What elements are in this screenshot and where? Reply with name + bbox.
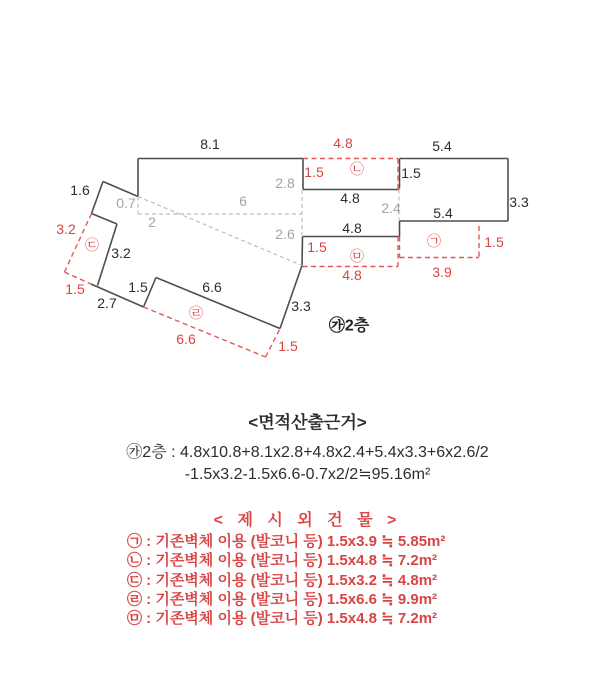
extra-building-item: ㉠ : 기존벽체 이용 (발코니 등) 1.5x3.9 ≒ 5.85m² — [127, 533, 446, 550]
extra-building-item: ㉤ : 기존벽체 이용 (발코니 등) 1.5x4.8 ≒ 7.2m² — [127, 610, 438, 628]
balcony-dimension-label: 6.6 — [176, 331, 196, 347]
balcony-dimension-label: 1.5 — [307, 239, 327, 255]
balcony-dimension-label: ㉤ — [350, 248, 364, 264]
balcony-dimension-label: ㉣ — [189, 305, 203, 321]
balcony-dimension-label: 3.2 — [56, 221, 76, 237]
dimension-label: 5.4 — [433, 205, 453, 221]
balcony-dimension-label: 1.5 — [304, 164, 324, 180]
extra-buildings-title: < 제 시 외 건 물 > — [213, 512, 402, 529]
dimension-label: 6.6 — [202, 279, 222, 295]
dimension-label: 3.3 — [509, 194, 529, 210]
extra-building-item: ㉢ : 기존벽체 이용 (발코니 등) 1.5x3.2 ≒ 4.8m² — [127, 571, 438, 589]
balcony-dimension-label: ㉢ — [85, 237, 99, 253]
dimension-label: 1.5 — [401, 165, 421, 181]
dimension-label: 2.7 — [97, 295, 117, 311]
construction-dimension-label: 2.8 — [275, 175, 295, 191]
dimension-label: 1.5 — [128, 279, 148, 295]
dimension-label: 3.3 — [291, 298, 311, 314]
balcony-dimension-label: ㉠ — [427, 233, 441, 249]
balcony-dimension-label: 4.8 — [333, 135, 353, 151]
dimension-label: 1.6 — [70, 182, 90, 198]
dimension-label: 4.8 — [340, 190, 360, 206]
area-calc-line-1: ㉮2층 : 4.8x10.8+8.1x2.8+4.8x2.4+5.4x3.3+6x2.6/2 — [126, 444, 489, 461]
construction-dimension-label: 2 — [148, 214, 156, 230]
construction-dimension-label: 2.6 — [275, 226, 295, 242]
plan-caption: ㉮2층 — [328, 317, 370, 335]
dimension-label: 8.1 — [200, 136, 220, 152]
balcony-dimension-label: ㉡ — [350, 161, 364, 177]
extra-building-item: ㉣ : 기존벽체 이용 (발코니 등) 1.5x6.6 ≒ 9.9m² — [127, 590, 438, 608]
dimension-label: 5.4 — [432, 138, 452, 154]
balcony-dimension-label: 3.9 — [432, 264, 452, 280]
balcony-dimension-label: 1.5 — [65, 281, 85, 297]
balcony-dimension-label: 1.5 — [278, 338, 298, 354]
construction-dimension-label: 0.7 — [116, 195, 136, 211]
balcony-dimension-label: 1.5 — [484, 234, 504, 250]
extra-buildings-list — [127, 532, 445, 628]
construction-dimension-label: 2.4 — [381, 200, 401, 216]
extra-building-item: ㉡ : 기존벽체 이용 (발코니 등) 1.5x4.8 ≒ 7.2m² — [127, 552, 438, 570]
dimension-label: 4.8 — [342, 220, 362, 236]
dimension-label: 3.2 — [111, 245, 131, 261]
area-calc-line-2: -1.5x3.2-1.5x6.6-0.7x2/2≒95.16m² — [184, 466, 431, 483]
balcony-dimension-label: 4.8 — [342, 267, 362, 283]
construction-dimension-label: 6 — [239, 193, 247, 209]
area-calc-title: <면적산출근거> — [248, 413, 367, 432]
